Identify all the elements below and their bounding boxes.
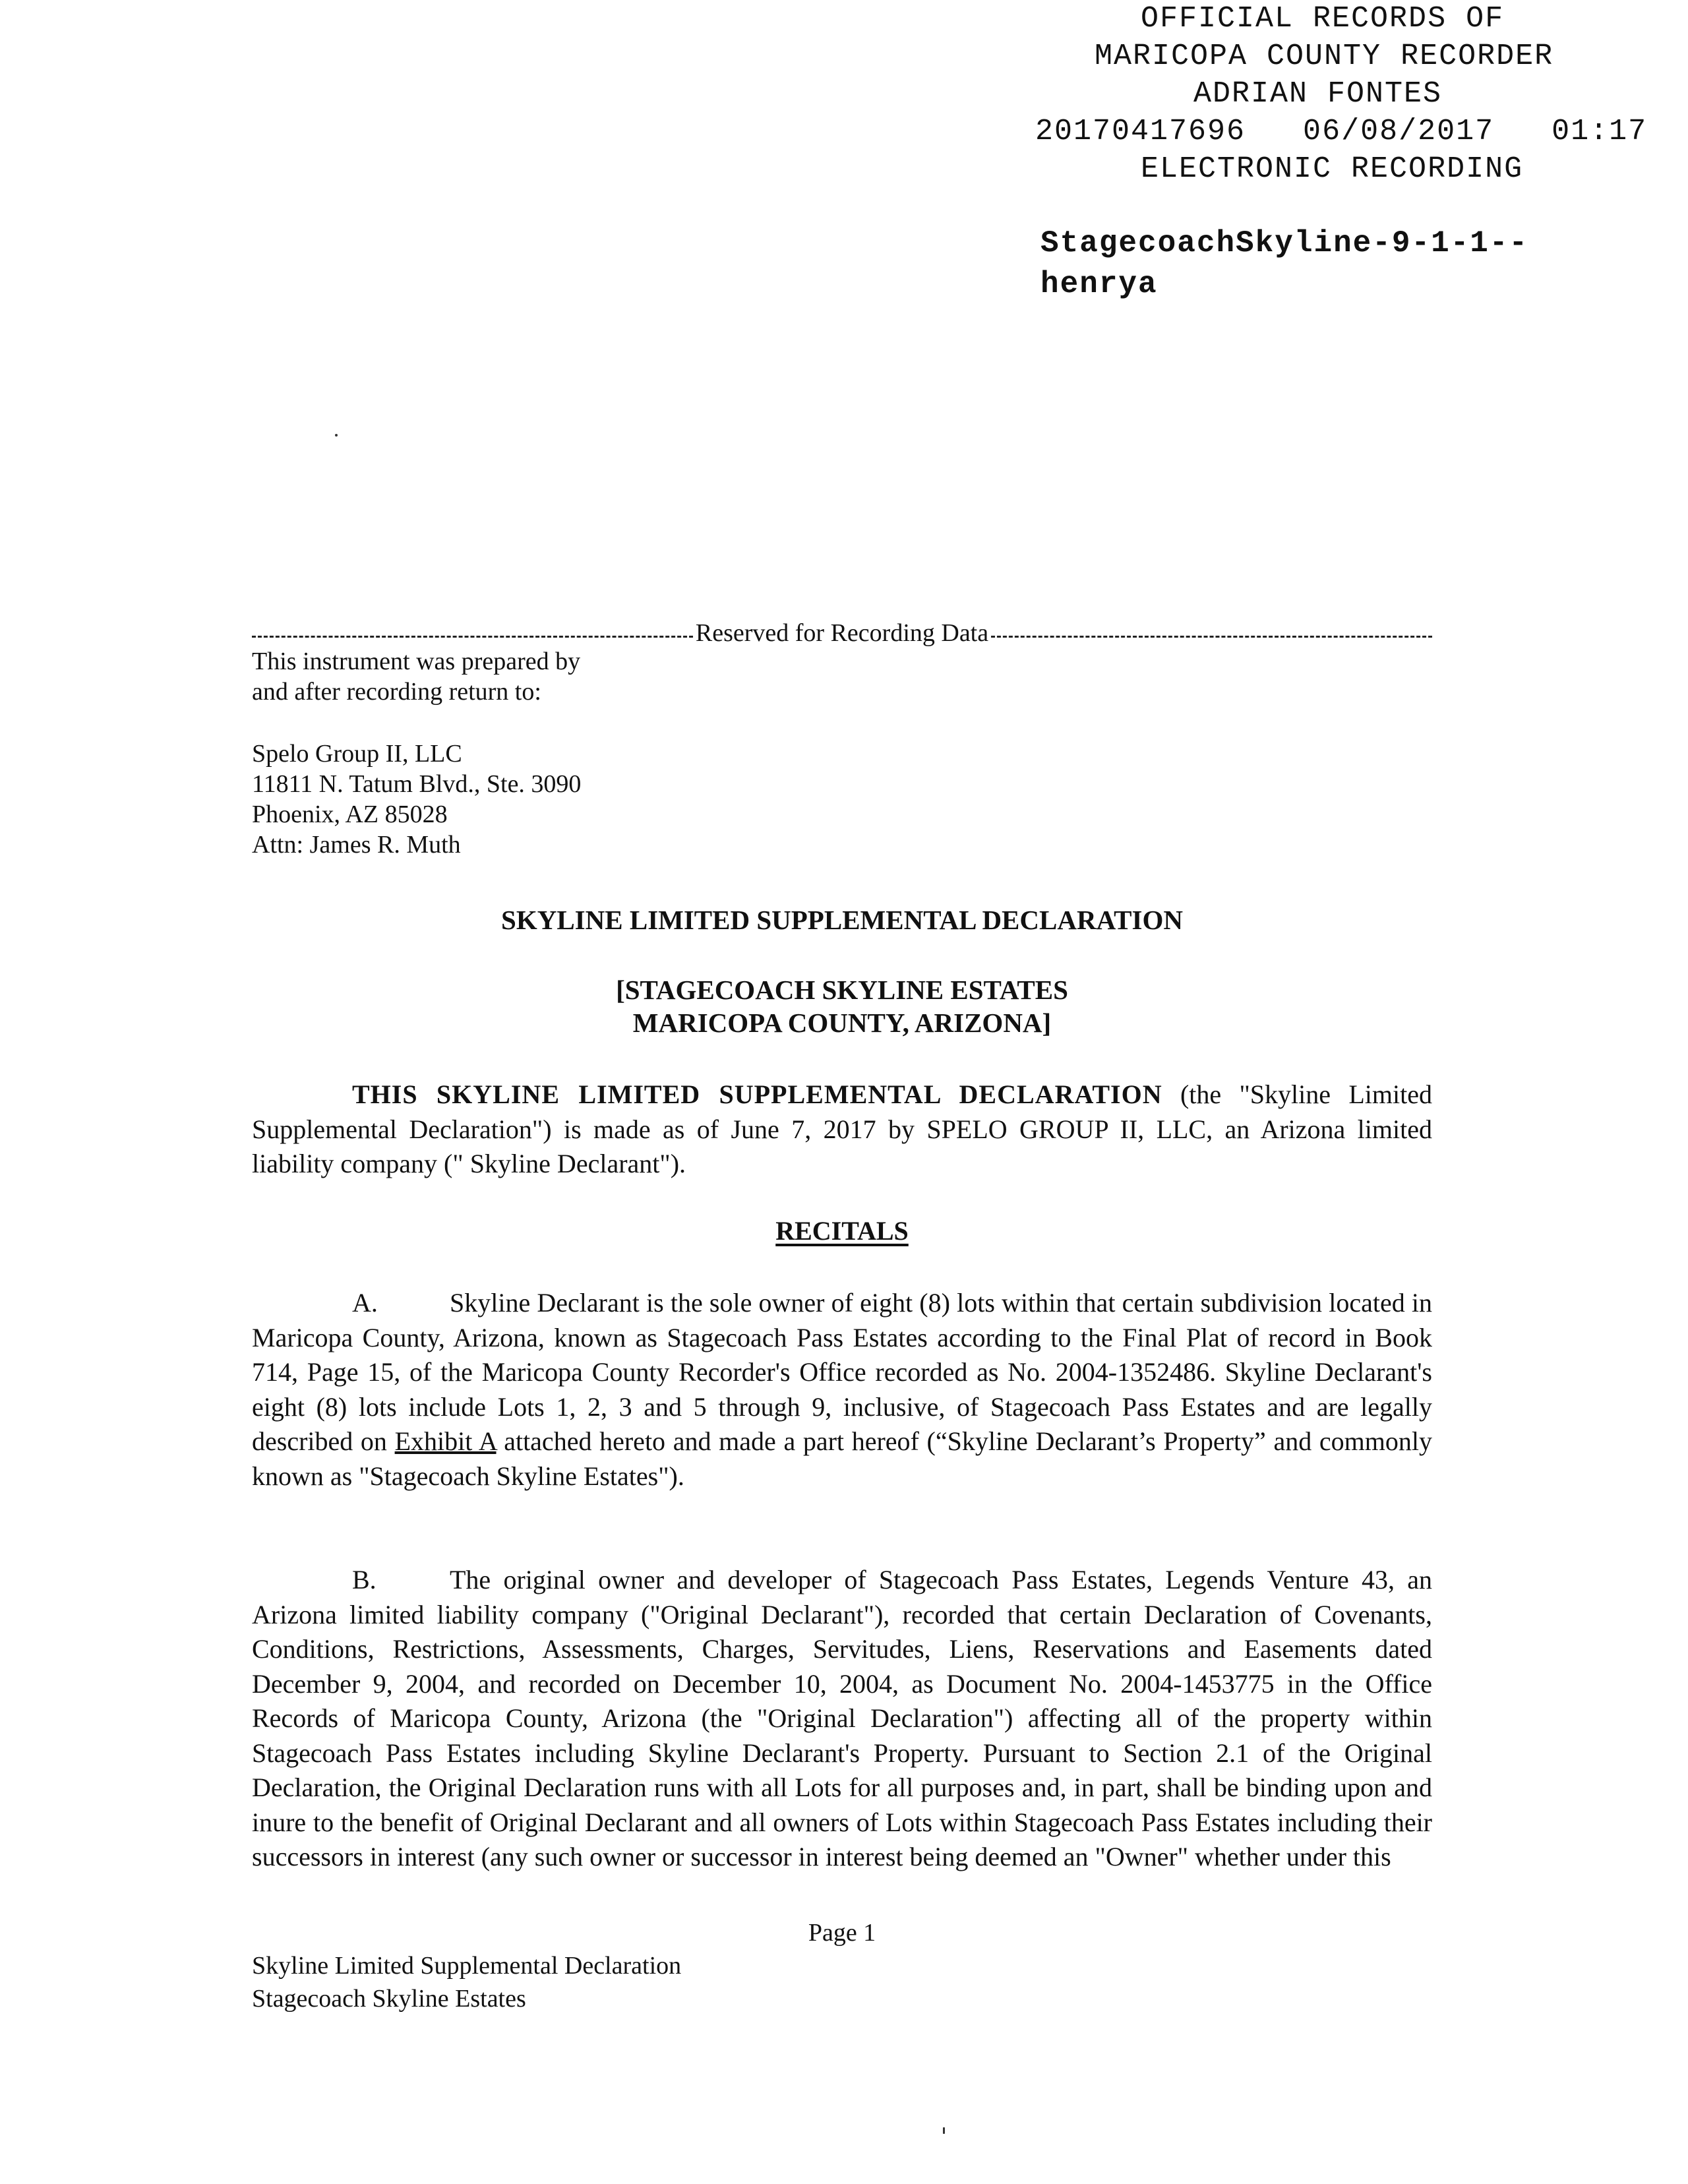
recital-a-letter: A.	[352, 1288, 378, 1318]
intro-text: (the "Skyline Limited Supplemental Declaration") is made as of June 7, 2017 by SPELO GROUP II, LLC, an Arizona limited liability company (" Skyline Declarant").	[252, 1079, 1432, 1178]
prepared-by-line-1: This instrument was prepared by	[252, 648, 581, 675]
recording-number-date-time: 20170417696 06/08/2017 01:17	[1035, 115, 1648, 148]
recital-b	[252, 1563, 1432, 1875]
recorder-stamp	[1015, 0, 1675, 188]
document-code	[1040, 223, 1528, 305]
subtitle-line-2: MARICOPA COUNTY, ARIZONA]	[632, 1008, 1052, 1038]
return-company: Spelo Group II, LLC	[252, 740, 462, 768]
recorder-line-5: ELECTRONIC RECORDING	[1141, 152, 1524, 186]
recorder-line-3: ADRIAN FONTES	[1193, 77, 1443, 111]
recital-a	[252, 1286, 1432, 1494]
prepared-by	[252, 646, 580, 707]
scan-speck	[943, 2127, 945, 2134]
page-number: Page 1	[808, 1919, 876, 1947]
subtitle-line-1: [STAGECOACH SKYLINE ESTATES	[616, 975, 1068, 1005]
recital-b-text: The original owner and developer of Stagecoach Pass Estates, Legends Venture 43, an Arizona limited liability company ("Original Declarant"), recorded that certain Declaration of Covenants, Conditions, Restrictions, Assessments, Charges, Servitudes, Liens, Reservations and Easements dated December 9, 2004, and recorded on December 10, 2004, as Document No. 2004-1453775 in the Office Records of Maricopa County, Arizona (the "Original Declaration") affecting all of the property within Stagecoach Pass Estates including Skyline Declarant's Property. Pursuant to Section 2.1 of the Original Declaration, the Original Declaration runs with all Lots for all purposes and, in part, shall be binding upon and inure to the benefit of Original Declarant and all owners of Lots within Stagecoach Pass Estates including their successors in interest (any such owner or successor in interest being deemed an "Owner" whether under this	[252, 1565, 1432, 1871]
divider-dashes-left	[252, 636, 693, 638]
footer-line-1: Skyline Limited Supplemental Declaration	[252, 1952, 682, 1980]
document-title: SKYLINE LIMITED SUPPLEMENTAL DECLARATION	[501, 905, 1183, 935]
document-code-line-1: StagecoachSkyline-9-1-1--	[1040, 226, 1529, 260]
recorder-line-2: MARICOPA COUNTY RECORDER	[1095, 40, 1554, 73]
page-footer	[252, 1949, 681, 2015]
document-subtitle	[252, 973, 1432, 1039]
reserved-label: Reserved for Recording Data	[695, 619, 989, 647]
return-address	[252, 739, 581, 860]
footer-line-2: Stagecoach Skyline Estates	[252, 1985, 526, 2013]
intro-bold-lead: THIS SKYLINE LIMITED SUPPLEMENTAL DECLARATION	[352, 1079, 1162, 1109]
recorder-line-1: OFFICIAL RECORDS OF	[1141, 2, 1505, 36]
prepared-by-line-2: and after recording return to:	[252, 678, 541, 706]
recital-a-text-after: attached hereto and made a part hereof (“Skyline Declarant’s Property” and commonly known as "Stagecoach Skyline Estates").	[252, 1426, 1433, 1491]
document-code-line-2: henrya	[1040, 267, 1158, 301]
reserved-for-recording-divider	[252, 619, 1432, 648]
scan-speck	[335, 434, 338, 437]
recital-b-letter: B.	[352, 1565, 377, 1594]
return-attn: Attn: James R. Muth	[252, 831, 461, 859]
intro-paragraph	[252, 1077, 1432, 1182]
exhibit-a-link[interactable]: Exhibit A	[394, 1426, 497, 1456]
return-street: 11811 N. Tatum Blvd., Ste. 3090	[252, 770, 582, 798]
recital-a-text-before: Skyline Declarant is the sole owner of eight (8) lots within that certain subdivision located in Maricopa County, Arizona, known as Stagecoach Pass Estates according to the Final Plat of record in Book 714, Page 15, of the Maricopa County Recorder's Office recorded as No. 2004-1352486. Skyline Declarant's eight (8) lots include Lots 1, 2, 3 and 5 through 9, inclusive, of Stagecoach Pass Estates and are legally described on	[252, 1288, 1432, 1456]
divider-dashes-right	[991, 636, 1432, 638]
return-city: Phoenix, AZ 85028	[252, 801, 448, 828]
recitals-heading: RECITALS	[775, 1216, 909, 1246]
